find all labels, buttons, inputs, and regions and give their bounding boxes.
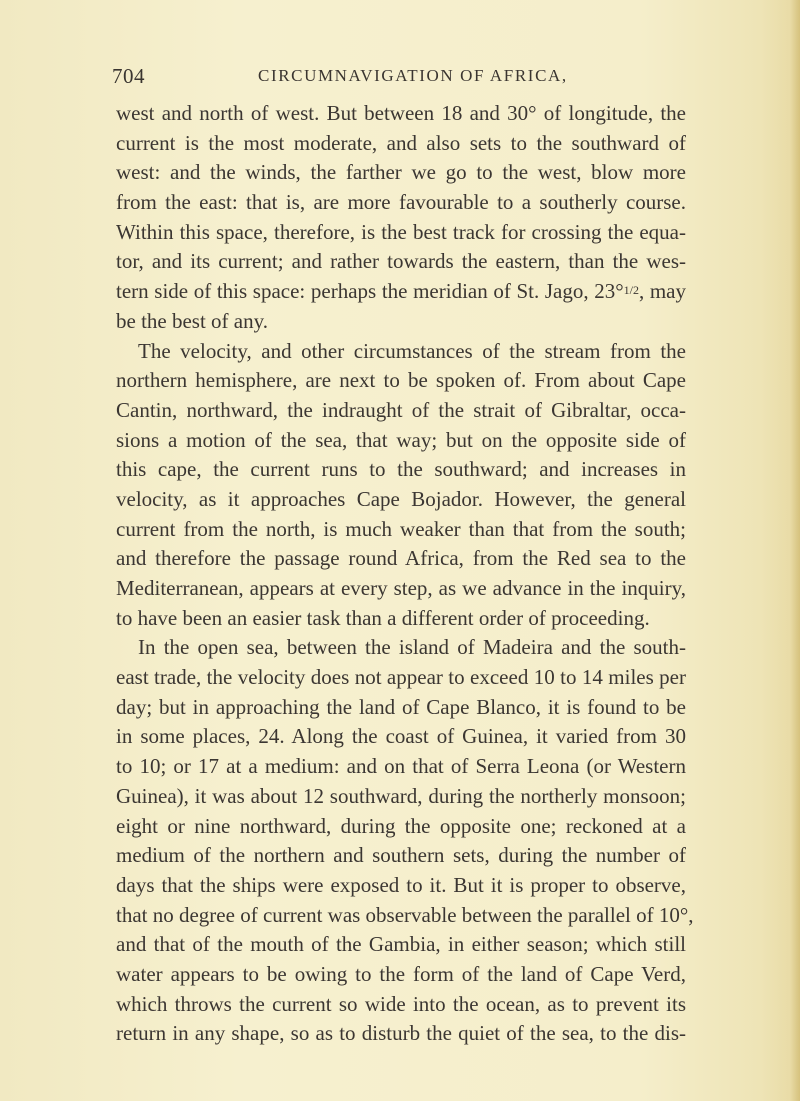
running-head: CIRCUMNAVIGATION OF AFRICA, [258, 66, 568, 85]
text-line: east trade, the velocity does not appear to exceed 10 to 14 miles per [116, 665, 686, 690]
text-line: to 10; or 17 at a medium: and on that of Serra Leona (or Western [116, 754, 686, 779]
text-line: Cantin, northward, the indraught of the strait of Gibraltar, occa- [116, 397, 686, 422]
text-line: northern hemisphere, are next to be spoken of. From about Cape [116, 368, 686, 393]
text-line: return in any shape, so as to disturb the quiet of the sea, to the dis- [116, 1021, 686, 1046]
text-line: Within this space, therefore, is the best track for crossing the equa- [116, 219, 686, 244]
text-line: water appears to be owing to the form of the land of Cape Verd, [116, 961, 686, 986]
text-line: which throws the current so wide into the ocean, as to prevent its [116, 991, 686, 1016]
text-line-segment: tern side of this space: perhaps the meridian of St. Jago, 23° [116, 279, 624, 304]
body-text [116, 99, 694, 1049]
text-line: current from the north, is much weaker than that from the south; [116, 516, 686, 541]
text-line: current is the most moderate, and also sets to the southward of [116, 130, 686, 155]
text-line-with-fraction [116, 277, 686, 307]
text-line: west and north of west. But between 18 and 30° of longitude, the [116, 101, 686, 125]
text-line: in some places, 24. Along the coast of Guinea, it varied from 30 [116, 724, 686, 749]
text-line: Mediterranean, appears at every step, as we advance in the inquiry, [116, 576, 686, 600]
fraction: 1/2 [623, 283, 639, 298]
text-line: from the east: that is, are more favourable to a southerly course. [116, 190, 686, 215]
text-line: to have been an easier task than a different order of proceeding. [116, 605, 650, 630]
text-line: medium of the northern and southern sets, during the number of [116, 843, 686, 868]
text-line: eight or nine northward, during the opposite one; reckoned at a [116, 813, 686, 838]
page-edge-shadow [790, 0, 800, 1101]
text-line: velocity, as it approaches Cape Bojador. However, the general [116, 486, 686, 511]
text-line: Guinea), it was about 12 southward, during the northerly monsoon; [116, 783, 686, 808]
text-line: days that the ships were exposed to it. But it is proper to observe, [116, 872, 686, 897]
text-line: day; but in approaching the land of Cape Blanco, it is found to be [116, 694, 686, 719]
text-line: be the best of any. [116, 308, 269, 333]
text-line: and therefore the passage round Africa, from the Red sea to the [116, 546, 686, 571]
text-line: The velocity, and other circumstances of the stream from the [138, 338, 686, 363]
text-line: sions a motion of the sea, that way; but on the opposite side of [116, 427, 686, 452]
text-line: that no degree of current was observable between the parallel of 10°, [116, 902, 694, 927]
text-line: tor, and its current; and rather towards the eastern, than the wes- [116, 249, 686, 274]
page-header [112, 64, 692, 90]
text-line: and that of the mouth of the Gambia, in either season; which still [116, 932, 686, 957]
page-number: 704 [112, 64, 145, 88]
text-line-segment: , may [638, 279, 686, 304]
text-line: this cape, the current runs to the southward; and increases in [116, 457, 686, 482]
text-line: In the open sea, between the island of Madeira and the south- [138, 635, 686, 660]
text-line: west: and the winds, the farther we go to the west, blow more [116, 160, 686, 185]
